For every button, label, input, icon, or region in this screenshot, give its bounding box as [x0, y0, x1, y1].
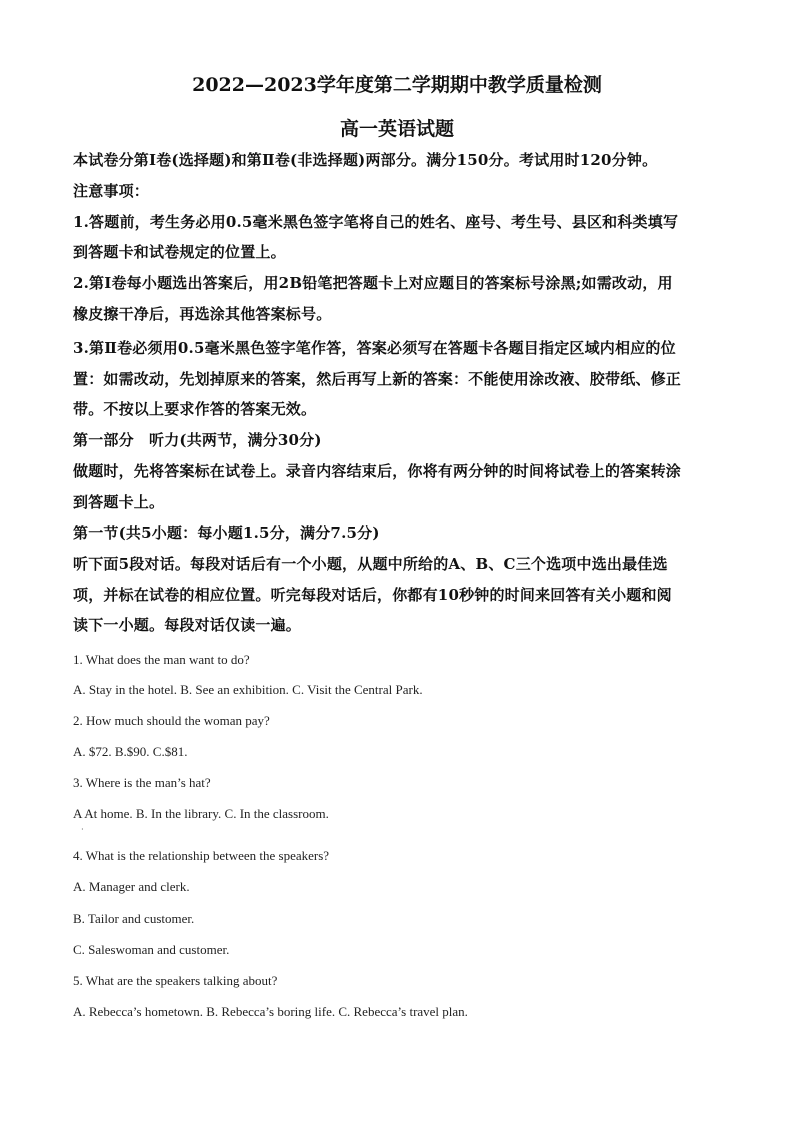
- part1-heading: 第一部分 听力(共两节，满分30分): [73, 431, 322, 449]
- section1-heading: 第一节(共5小题：每小题1.5分，满分7.5分): [73, 524, 380, 542]
- notice-heading: 注意事项：: [73, 182, 150, 200]
- part1-instruction-a: 做题时，先将答案标在试卷上。录音内容结束后，你将有两分钟的时间将试卷上的答案转涂: [73, 462, 682, 480]
- question-2: 2. How much should the woman pay?: [73, 713, 270, 728]
- stray-mark: ·: [81, 825, 84, 834]
- notice-1-line-a: 1.答题前，考生务必用0.5毫米黑色签字笔将自己的姓名、座号、考生号、县区和科类填写: [73, 213, 679, 231]
- notice-3-line-a: 3.第Ⅱ卷必须用0.5毫米黑色签字笔作答，答案必须写在答题卡各题目指定区域内相应的位: [73, 339, 676, 357]
- section1-instruction-b: 项，并标在试卷的相应位置。听完每段对话后，你都有10秒钟的时间来回答有关小题和阅: [73, 586, 672, 604]
- exam-title: 2022—2023学年度第二学期期中教学质量检测: [192, 74, 602, 96]
- notice-1-line-b: 到答题卡和试卷规定的位置上。: [73, 243, 286, 261]
- section1-instruction-a: 听下面5段对话。每段对话后有一个小题，从题中所给的A、B、C三个选项中选出最佳选: [73, 555, 668, 573]
- question-3-options: A At home. B. In the library. C. In the classroom.: [73, 806, 329, 821]
- question-5-options: A. Rebecca’s hometown. B. Rebecca’s boring life. C. Rebecca’s travel plan.: [73, 1004, 468, 1019]
- notice-2-line-a: 2.第Ⅰ卷每小题选出答案后，用2B铅笔把答题卡上对应题目的答案标号涂黑;如需改动，用: [73, 274, 673, 292]
- notice-3-line-c: 带。不按以上要求作答的答案无效。: [73, 400, 317, 418]
- question-3: 3. Where is the man’s hat?: [73, 775, 211, 790]
- question-1-options: A. Stay in the hotel. B. See an exhibition. C. Visit the Central Park.: [73, 682, 423, 697]
- question-2-options: A. $72. B.$90. C.$81.: [73, 744, 188, 759]
- exam-subtitle: 高一英语试题: [339, 118, 454, 140]
- question-1: 1. What does the man want to do?: [73, 652, 250, 667]
- question-5: 5. What are the speakers talking about?: [73, 973, 278, 988]
- section1-instruction-c: 读下一小题。每段对话仅读一遍。: [73, 616, 302, 634]
- notice-3-line-b: 置：如需改动，先划掉原来的答案，然后再写上新的答案：不能使用涂改液、胶带纸、修正: [73, 370, 682, 388]
- part1-instruction-b: 到答题卡上。: [73, 493, 165, 511]
- question-4-option-a: A. Manager and clerk.: [73, 879, 190, 894]
- question-4: 4. What is the relationship between the speakers?: [73, 848, 330, 863]
- notice-2-line-b: 橡皮擦干净后，再选涂其他答案标号。: [73, 305, 332, 323]
- intro-line: 本试卷分第Ⅰ卷(选择题)和第Ⅱ卷(非选择题)两部分。满分150分。考试用时120分钟。: [73, 151, 658, 169]
- question-4-option-b: B. Tailor and customer.: [73, 911, 195, 926]
- question-4-option-c: C. Saleswoman and customer.: [73, 942, 230, 957]
